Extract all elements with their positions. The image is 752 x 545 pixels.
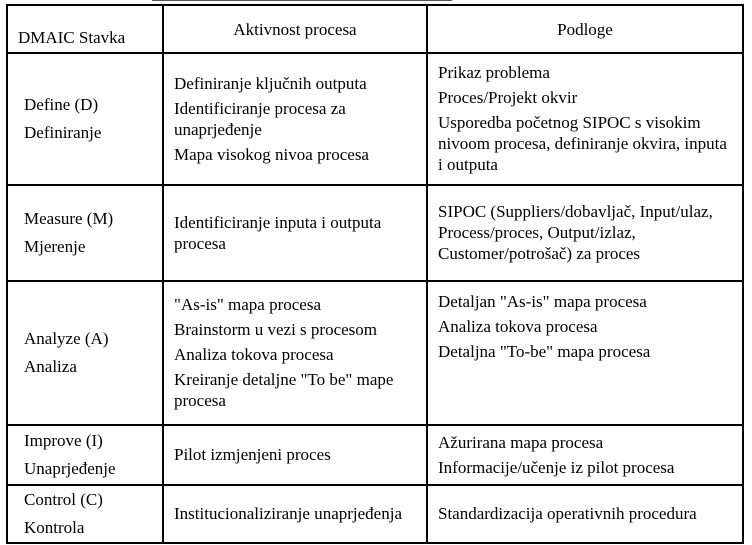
- dmaic-table: [6, 4, 744, 544]
- activity-item: Identificiranje inputa i outputa procesa: [174, 212, 382, 253]
- basis-item: Usporedba početnog SIPOC s visokim nivoom procesa, definiranje okvira, inputa i outputa: [438, 113, 727, 174]
- stage-local: Definiranje: [24, 123, 102, 142]
- activity-item: Definiranje ključnih outputa: [174, 73, 367, 93]
- stage-cell: [7, 185, 163, 281]
- basis-item: Ažurirana mapa procesa: [438, 432, 604, 452]
- basis-item: Prikaz problema: [438, 63, 550, 82]
- header-activity: Aktivnost procesa: [163, 5, 427, 53]
- activity-item: Analiza tokova procesa: [174, 345, 334, 364]
- stage-en: Define (D): [24, 95, 99, 114]
- stage-en: Control (C): [24, 490, 103, 509]
- stage-cell: [7, 53, 163, 185]
- stage-en: Measure (M): [24, 209, 114, 228]
- activity-cell: [163, 281, 427, 425]
- activity-item: Identificiranje procesa za unaprjeđenje: [174, 98, 346, 139]
- basis-cell: [427, 281, 743, 425]
- stage-local: Analiza: [24, 357, 77, 376]
- basis-item: SIPOC (Suppliers/dobavljač, Input/ulaz, Process/proces, Output/izlaz, Customer/potrošač) za proces: [438, 202, 713, 263]
- table-row-analyze: [7, 281, 743, 425]
- table-row-measure: [7, 185, 743, 281]
- basis-item: Detaljan "As-is" mapa procesa: [438, 292, 647, 311]
- table-row-control: [7, 485, 743, 543]
- basis-cell: [427, 185, 743, 281]
- activity-cell: [163, 53, 427, 185]
- basis-item: Standardizacija operativnih procedura: [438, 504, 697, 523]
- table-row-define: [7, 53, 743, 185]
- activity-item: "As-is" mapa procesa: [174, 295, 321, 314]
- stage-en: Analyze (A): [24, 329, 109, 348]
- activity-item: Pilot izmjenjeni proces: [174, 445, 331, 464]
- activity-item: Brainstorm u vezi s procesom: [174, 320, 378, 339]
- activity-item: Kreiranje detaljne "To be" mape procesa: [174, 370, 394, 410]
- stage-cell: [7, 281, 163, 425]
- activity-cell: [163, 485, 427, 543]
- basis-cell: [427, 425, 743, 485]
- basis-cell: [427, 485, 743, 543]
- header-row: [7, 5, 743, 53]
- header-stage: DMAIC Stavka: [7, 5, 163, 53]
- activity-cell: [163, 425, 427, 485]
- basis-item: Analiza tokova procesa: [438, 317, 598, 336]
- basis-item: Detaljna "To-be" mapa procesa: [438, 342, 651, 361]
- stage-local: Unaprjeđenje: [24, 459, 116, 478]
- basis-item: Proces/Projekt okvir: [438, 88, 578, 107]
- basis-item: Informacije/učenje iz pilot procesa: [438, 457, 675, 477]
- header-basis: Podloge: [427, 5, 743, 53]
- activity-cell: [163, 185, 427, 281]
- activity-item: Mapa visokog nivoa procesa: [174, 144, 369, 164]
- stage-local: Mjerenje: [24, 237, 86, 256]
- stage-en: Improve (I): [24, 431, 103, 450]
- table-row-improve: [7, 425, 743, 485]
- stage-cell: [7, 425, 163, 485]
- stage-local: Kontrola: [24, 518, 85, 537]
- basis-cell: [427, 53, 743, 185]
- activity-item: Institucionaliziranje unaprjeđenja: [174, 504, 402, 523]
- stage-cell: [7, 485, 163, 543]
